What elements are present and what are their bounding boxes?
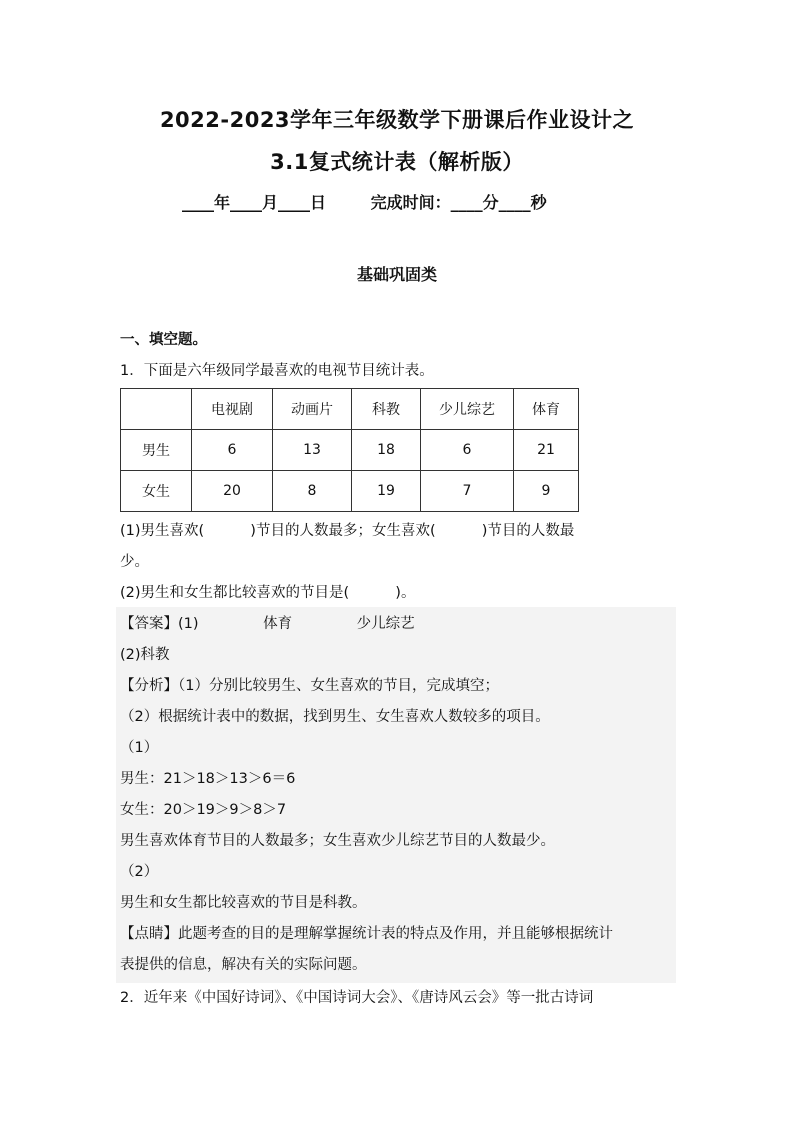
table-cell: 6 [192,430,273,471]
answer-line: 【答案】(1) 体育 少儿综艺 [120,616,415,632]
section-title: 基础巩固类 [356,265,437,284]
table-cell: 21 [514,430,579,471]
girls-comparison: 女生：20＞19＞9＞8＞7 [120,802,287,818]
table-cell: 19 [352,471,421,512]
table-header-row [121,389,579,430]
comment-line-1: 【点睛】此题考查的目的是理解掌握统计表的特点及作用，并且能够根据统计 [120,926,613,942]
question-1-sub1-line2: 少。 [120,554,149,570]
tv-program-stats-table [120,388,579,512]
table-header-cell: 少儿综艺 [421,389,514,430]
comment-line-2: 表提供的信息，解决有关的实际问题。 [120,957,367,973]
answer-line-2: (2)科教 [120,647,170,663]
question-1-sub1-line1: (1)男生喜欢( )节目的人数最多；女生喜欢( )节目的人数最 [120,523,575,539]
table-header-cell: 电视剧 [192,389,273,430]
table-corner-cell [121,389,192,430]
table-cell: 18 [352,430,421,471]
analysis-line-1: 【分析】（1）分别比较男生、女生喜欢的节目，完成填空； [120,678,499,694]
table-row [121,430,579,471]
page-title-line1: 2022-2023学年三年级数学下册课后作业设计之 [159,108,635,132]
conclusion-2: 男生和女生都比较喜欢的节目是科教。 [120,895,367,911]
table-row-label: 男生 [121,430,192,471]
analysis-line-2: （2）根据统计表中的数据，找到男生、女生喜欢人数较多的项目。 [120,709,550,725]
table-row-label: 女生 [121,471,192,512]
boys-comparison: 男生：21＞18＞13＞6＝6 [120,771,296,787]
question-1-prompt: 1．下面是六年级同学最喜欢的电视节目统计表。 [120,363,434,379]
question-1-sub2: (2)男生和女生都比较喜欢的节目是( )。 [120,585,416,601]
table-cell: 7 [421,471,514,512]
table-row [121,471,579,512]
page-title-line2: 3.1复式统计表（解析版） [270,150,524,174]
conclusion-1: 男生喜欢体育节目的人数最多；女生喜欢少儿综艺节目的人数最少。 [120,833,555,849]
table-header-cell: 科教 [352,389,421,430]
question-2-prompt: 2．近年来《中国好诗词》、《中国诗词大会》、《唐诗风云会》等一批古诗词 [120,990,594,1006]
table-cell: 13 [273,430,352,471]
table-cell: 9 [514,471,579,512]
step-1-label: （1） [120,740,159,756]
table-header-cell: 动画片 [273,389,352,430]
table-cell: 8 [273,471,352,512]
table-cell: 20 [192,471,273,512]
date-and-time-line: ____年____月____日 完成时间：____分____秒 [182,193,547,212]
table-cell: 6 [421,430,514,471]
table-header-cell: 体育 [514,389,579,430]
step-2-label: （2） [120,864,159,880]
part-heading: 一、填空题。 [120,332,207,348]
